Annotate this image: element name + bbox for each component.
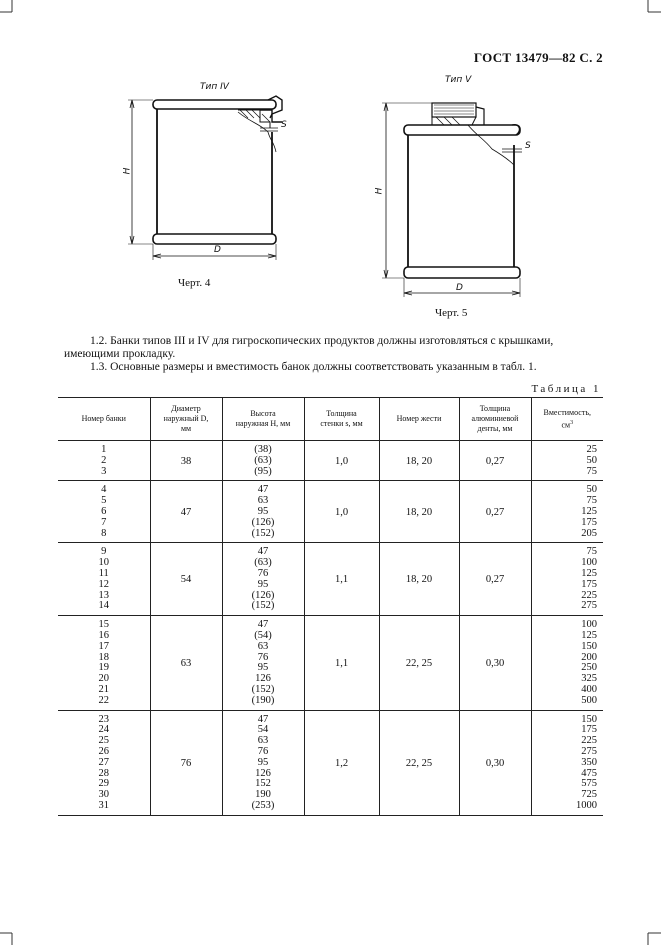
- cell-can-numbers-value: 22: [98, 694, 109, 706]
- cell-can-numbers-value: 12: [98, 578, 109, 590]
- cell-can-numbers-value: 13: [98, 589, 109, 601]
- cell-can-numbers-value: 21: [98, 683, 109, 695]
- cell-heights-value: (152): [251, 600, 275, 612]
- cell-heights-value: 63: [257, 735, 269, 747]
- cell-capacity-value: 350: [581, 756, 597, 768]
- cell-capacity-value: 500: [581, 694, 597, 706]
- fig5-drawing: [372, 95, 552, 305]
- cell-heights-value: 95: [257, 662, 269, 674]
- cell-can-numbers-value: 1: [101, 444, 107, 455]
- fig4-dim-d: D: [214, 245, 221, 255]
- cell-can-numbers-value: 9: [101, 546, 107, 558]
- cell-capacity-value: 200: [581, 651, 597, 663]
- cell-heights-value: (253): [251, 799, 275, 811]
- cell-can-numbers-value: 20: [98, 673, 109, 685]
- header-thickness: Толщина стенки s, мм: [304, 398, 379, 441]
- cell-heights: [222, 616, 304, 710]
- cell-heights: [222, 441, 304, 481]
- page-header: ГОСТ 13479—82 С. 2: [473, 50, 603, 65]
- table-row: [58, 616, 603, 710]
- cell-can-numbers-value: 5: [101, 495, 107, 507]
- cell-tin-number: 22, 25: [379, 710, 459, 815]
- cell-heights-value: (63): [254, 454, 272, 466]
- header-alu-thickness: Толщина алюминиевой денты, мм: [459, 398, 531, 441]
- cell-capacity-value: 125: [581, 505, 597, 517]
- cell-capacity-value: 575: [581, 778, 597, 790]
- cell-heights-value: 63: [257, 640, 269, 652]
- cell-heights-value: 47: [257, 546, 269, 558]
- cell-heights-value: (152): [251, 683, 275, 695]
- cell-thickness: 1,0: [304, 481, 379, 543]
- cell-diameter: 54: [150, 543, 222, 616]
- cell-heights-value: 95: [257, 578, 269, 590]
- cell-capacity: [531, 710, 603, 815]
- cell-can-numbers-value: 16: [98, 629, 109, 641]
- cell-capacity-value: 125: [581, 629, 597, 641]
- cell-diameter: 76: [150, 710, 222, 815]
- cell-heights-value: 47: [257, 713, 269, 725]
- cell-capacity-value: 100: [581, 557, 597, 569]
- cell-heights-value: 95: [257, 505, 269, 517]
- cell-can-numbers-value: 26: [98, 745, 109, 757]
- cell-capacity-value: 725: [581, 789, 597, 801]
- table-caption: Таблица 1: [531, 383, 601, 395]
- cell-heights-value: (190): [251, 694, 275, 706]
- header-can-number: Номер банки: [58, 398, 150, 441]
- cell-thickness: 1,1: [304, 616, 379, 710]
- cell-can-numbers-value: 31: [98, 799, 109, 811]
- cell-capacity: [531, 543, 603, 616]
- cell-can-numbers-value: 27: [98, 756, 109, 768]
- fig5-caption: Черт. 5: [435, 307, 468, 319]
- cell-can-numbers: [58, 481, 150, 543]
- table-header-row: [58, 398, 603, 441]
- cell-heights-value: 190: [255, 789, 271, 801]
- cell-capacity-value: 225: [581, 735, 597, 747]
- cell-capacity: [531, 481, 603, 543]
- cell-heights-value: 76: [257, 651, 269, 663]
- cell-can-numbers-value: 7: [101, 516, 107, 528]
- cell-heights-value: (126): [251, 589, 275, 601]
- cell-heights-value: (152): [251, 527, 275, 539]
- cell-can-numbers-value: 29: [98, 778, 109, 790]
- header-diameter: Диаметр наружный D, мм: [150, 398, 222, 441]
- cell-can-numbers-value: 10: [98, 557, 109, 569]
- cell-capacity-value: 275: [581, 745, 597, 757]
- cell-can-numbers-value: 24: [98, 724, 109, 736]
- cell-alu-thickness: 0,27: [459, 543, 531, 616]
- cell-capacity-value: 175: [581, 724, 597, 736]
- cell-can-numbers-value: 30: [98, 789, 109, 801]
- cell-heights-value: 126: [255, 767, 271, 779]
- cell-can-numbers-value: 2: [101, 454, 107, 466]
- cell-capacity-value: 25: [586, 444, 597, 455]
- fig4-type-title: Тип IV: [200, 82, 229, 92]
- cell-heights-value: 47: [257, 619, 269, 631]
- cell-capacity-value: 475: [581, 767, 597, 779]
- fig4-dim-s: S: [281, 120, 287, 130]
- cell-can-numbers-value: 14: [98, 600, 109, 612]
- cell-can-numbers-value: 17: [98, 640, 109, 652]
- fig5-dim-d: D: [456, 283, 463, 293]
- fig4-drawing: [120, 92, 300, 272]
- cell-heights-value: 76: [257, 567, 269, 579]
- header-height: Высота наружная H, мм: [222, 398, 304, 441]
- cell-heights: [222, 481, 304, 543]
- cell-can-numbers-value: 6: [101, 505, 107, 517]
- cell-capacity-value: 100: [581, 619, 597, 631]
- cell-tin-number: 18, 20: [379, 543, 459, 616]
- cell-capacity-value: 250: [581, 662, 597, 674]
- cell-heights-value: (126): [251, 516, 275, 528]
- cell-can-numbers-value: 19: [98, 662, 109, 674]
- cell-heights-value: (63): [254, 557, 272, 569]
- cell-capacity-value: 150: [581, 640, 597, 652]
- fig5-dim-s: S: [525, 141, 531, 151]
- cell-can-numbers-value: 4: [101, 484, 107, 496]
- cell-diameter: 47: [150, 481, 222, 543]
- cell-can-numbers-value: 25: [98, 735, 109, 747]
- cell-capacity: [531, 441, 603, 481]
- cell-heights-value: (95): [254, 465, 272, 477]
- cell-can-numbers-value: 8: [101, 527, 107, 539]
- dimensions-table: [58, 397, 603, 816]
- paragraph-1-2: 1.2. Банки типов III и IV для гигроскопических продуктов должны изготовляться с крышками,: [90, 335, 554, 347]
- table-row: [58, 710, 603, 815]
- cell-heights: [222, 543, 304, 616]
- cell-capacity-value: 50: [586, 454, 597, 466]
- cell-capacity-value: 225: [581, 589, 597, 601]
- cell-tin-number: 22, 25: [379, 616, 459, 710]
- cell-diameter: 38: [150, 441, 222, 481]
- header-tin-number: Номер жести: [379, 398, 459, 441]
- cell-capacity-value: 175: [581, 578, 597, 590]
- cell-capacity-value: 325: [581, 673, 597, 685]
- cell-can-numbers-value: 3: [101, 465, 107, 477]
- cell-capacity-value: 400: [581, 683, 597, 695]
- cell-capacity-value: 125: [581, 567, 597, 579]
- cell-capacity-value: 175: [581, 516, 597, 528]
- cell-heights-value: 152: [255, 778, 271, 790]
- cell-can-numbers: [58, 543, 150, 616]
- cell-can-numbers: [58, 616, 150, 710]
- cell-capacity-value: 1000: [576, 799, 597, 811]
- fig4-dim-h: H: [122, 167, 133, 175]
- cell-can-numbers-value: 11: [98, 567, 109, 579]
- cell-heights-value: 95: [257, 756, 269, 768]
- paragraph-1-3: 1.3. Основные размеры и вместимость банок должны соответствовать указанным в табл. 1.: [90, 361, 537, 373]
- cell-capacity: [531, 616, 603, 710]
- table-row: [58, 441, 603, 481]
- cell-tin-number: 18, 20: [379, 481, 459, 543]
- cell-capacity-value: 75: [586, 546, 597, 558]
- cell-capacity-value: 75: [586, 465, 597, 477]
- cell-heights-value: 54: [257, 724, 269, 736]
- cell-heights: [222, 710, 304, 815]
- cell-can-numbers-value: 15: [98, 619, 109, 631]
- cell-heights-value: 63: [257, 495, 269, 507]
- cell-can-numbers-value: 23: [98, 713, 109, 725]
- paragraph-1-2-cont: имеющими прокладку.: [64, 348, 176, 360]
- cell-can-numbers-value: 18: [98, 651, 109, 663]
- fig5-dim-h: H: [374, 187, 385, 195]
- cell-capacity-value: 275: [581, 600, 597, 612]
- cell-can-numbers: [58, 710, 150, 815]
- cell-alu-thickness: 0,30: [459, 616, 531, 710]
- cell-thickness: 1,1: [304, 543, 379, 616]
- cell-capacity-value: 205: [581, 527, 597, 539]
- cell-heights-value: (54): [254, 629, 272, 641]
- fig5-type-title: Тип V: [445, 75, 472, 85]
- cell-thickness: 1,2: [304, 710, 379, 815]
- table-row: [58, 481, 603, 543]
- cell-thickness: 1,0: [304, 441, 379, 481]
- cell-alu-thickness: 0,30: [459, 710, 531, 815]
- cell-heights-value: 47: [257, 484, 269, 496]
- cell-heights-value: 76: [257, 745, 269, 757]
- cell-heights-value: 126: [255, 673, 271, 685]
- cell-can-numbers: [58, 441, 150, 481]
- cell-alu-thickness: 0,27: [459, 481, 531, 543]
- cell-capacity-value: 50: [586, 484, 597, 496]
- cell-tin-number: 18, 20: [379, 441, 459, 481]
- cell-capacity-value: 75: [586, 495, 597, 507]
- cell-diameter: 63: [150, 616, 222, 710]
- cell-heights-value: (38): [254, 444, 272, 455]
- table-row: [58, 543, 603, 616]
- fig4-caption: Черт. 4: [178, 277, 211, 289]
- cell-capacity-value: 150: [581, 713, 597, 725]
- header-capacity: Вместимость, $см^3$: [531, 398, 603, 441]
- cell-can-numbers-value: 28: [98, 767, 109, 779]
- cell-alu-thickness: 0,27: [459, 441, 531, 481]
